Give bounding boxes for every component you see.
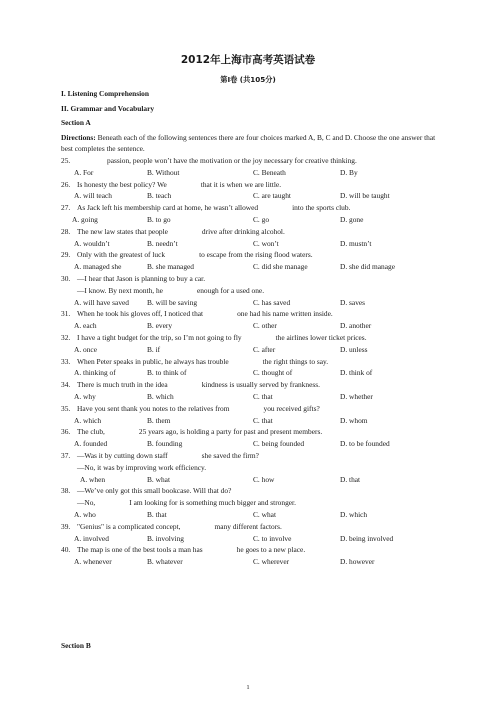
option-a[interactable]: A. once — [74, 344, 97, 354]
option-d[interactable]: D. think of — [340, 368, 373, 378]
question-number: 40. — [61, 545, 71, 555]
question-text: Have you sent thank you notes to the relatives from — [77, 403, 230, 413]
question-text: one had his name written inside. — [237, 309, 333, 319]
question-number: 26. — [61, 179, 71, 189]
option-a[interactable]: A. when — [80, 474, 106, 484]
answer-options — [0, 439, 496, 449]
option-b[interactable]: B. she managed — [147, 262, 194, 272]
option-a[interactable]: A. why — [74, 392, 96, 401]
question-text: the airlines lower ticket prices. — [275, 333, 367, 342]
answer-options — [0, 557, 496, 567]
question-text: Only with the greatest of luck — [77, 250, 166, 260]
section-a-heading: Section A — [61, 118, 91, 127]
question-text: she saved the firm? — [201, 451, 259, 460]
question-stem — [61, 250, 313, 260]
option-d[interactable]: D. another — [340, 321, 372, 331]
question-number: 29. — [61, 250, 71, 260]
part-2-heading: II. Grammar and Vocabulary — [61, 104, 155, 113]
option-b[interactable]: B. them — [147, 415, 171, 425]
option-a[interactable]: A. thinking of — [74, 368, 116, 378]
option-c[interactable]: C. did she manage — [253, 262, 308, 272]
question-text: —No, it was by improving work efficiency. — [77, 462, 207, 472]
option-d[interactable]: D. whether — [340, 392, 373, 401]
question-text: drive after drinking alcohol. — [201, 226, 285, 236]
question-stem — [61, 404, 320, 414]
question-text: The new law states that people — [77, 226, 168, 236]
option-a[interactable]: A. will teach — [74, 191, 112, 201]
question-text: When he took his gloves off, I noticed that — [77, 309, 204, 319]
question-number: 30. — [61, 274, 71, 283]
question-text: he goes to a new place. — [236, 545, 306, 555]
question-text: —We’ve only got this small bookcase. Will that do? — [77, 486, 232, 496]
option-d[interactable]: D. that — [340, 474, 361, 484]
question-number: 33. — [61, 356, 71, 366]
question-text: —No, — [77, 498, 96, 508]
answer-options — [0, 191, 496, 201]
question-number: 32. — [61, 333, 71, 342]
question-number: 38. — [61, 486, 71, 496]
option-c[interactable]: C. go — [253, 215, 270, 224]
option-a[interactable]: A. each — [74, 321, 97, 331]
question-stem — [61, 180, 281, 190]
question-stem — [61, 522, 282, 532]
question-stem — [61, 309, 333, 319]
option-b[interactable]: B. founding — [147, 439, 183, 449]
answer-options — [0, 168, 496, 178]
answer-options — [0, 215, 496, 225]
question-text: —I hear that Jason is planning to buy a car. — [77, 274, 206, 283]
option-d[interactable]: D. unless — [340, 344, 368, 354]
option-c[interactable]: C. being founded — [253, 439, 305, 449]
option-d[interactable]: D. being involved — [340, 533, 394, 543]
option-c[interactable]: C. Beneath — [253, 167, 286, 177]
question-text: kindness is usually served by frankness. — [201, 380, 320, 390]
question-number: 31. — [61, 309, 71, 319]
option-b[interactable]: B. teach — [147, 191, 172, 201]
directions-label: Directions: — [61, 133, 96, 142]
directions — [61, 132, 441, 154]
question-text: —I know. By next month, he — [77, 285, 163, 295]
option-c[interactable]: C. wherever — [253, 557, 290, 567]
option-c[interactable]: C. won’t — [253, 238, 279, 248]
answer-options — [0, 239, 496, 249]
option-c[interactable]: C. to involve — [253, 533, 292, 543]
part-1-heading: I. Listening Comprehension — [61, 89, 149, 98]
answer-options — [0, 510, 496, 520]
question-text: As Jack left his membership card at home, he wasn’t allowed — [77, 203, 259, 213]
question-stem — [61, 486, 231, 496]
directions-text: Beneath each of the following sentences there are four choices marked A, B, C and D. Choose the one answer that best completes the sentence. — [61, 133, 436, 153]
question-number: 25. — [61, 156, 71, 165]
answer-options — [0, 534, 496, 544]
page-title: 2012年上海市高考英语试卷 — [180, 54, 316, 66]
question-number: 34. — [61, 380, 71, 390]
option-b[interactable]: B. which — [147, 392, 174, 401]
question-text: enough for a used one. — [196, 285, 265, 295]
question-text: passion, people won’t have the motivation or the joy necessary for creative thinking. — [107, 156, 357, 165]
option-d[interactable]: D. whom — [340, 415, 368, 425]
question-dialogue-line — [77, 498, 296, 508]
question-number: 27. — [61, 203, 71, 213]
answer-options — [0, 321, 496, 331]
option-d[interactable]: D. mustn’t — [340, 238, 372, 248]
option-b[interactable]: B. to think of — [147, 368, 187, 378]
option-c[interactable]: C. what — [253, 510, 276, 519]
option-d[interactable]: D. saves — [340, 297, 366, 307]
option-a[interactable]: A. involved — [74, 533, 109, 543]
option-a[interactable]: A. founded — [74, 439, 108, 449]
page-number: 1 — [246, 684, 250, 691]
option-c[interactable]: C. has saved — [253, 297, 291, 307]
question-stem — [61, 333, 367, 343]
option-a[interactable]: A. going — [72, 215, 98, 224]
option-c[interactable]: C. that — [253, 392, 273, 401]
question-text: The club, — [77, 427, 105, 437]
question-text: you received gifts? — [263, 403, 320, 413]
question-stem — [61, 274, 205, 284]
option-b[interactable]: B. if — [147, 344, 161, 354]
question-text: Is honesty the best policy? We — [77, 179, 167, 189]
option-d[interactable]: D. By — [340, 167, 358, 177]
answer-options — [0, 475, 496, 485]
question-stem — [61, 357, 328, 367]
option-c[interactable]: C. other — [253, 321, 277, 331]
section-b-heading: Section B — [61, 641, 91, 650]
answer-options — [0, 262, 496, 272]
question-text: 25 years ago, is holding a party for past and present members. — [138, 427, 323, 437]
option-c[interactable]: C. how — [253, 474, 275, 484]
question-number: 36. — [61, 427, 71, 437]
question-number: 35. — [61, 403, 71, 413]
question-number: 39. — [61, 521, 71, 531]
answer-options — [0, 392, 496, 402]
option-b[interactable]: B. that — [147, 510, 167, 519]
question-text: When Peter speaks in public, he always has trouble — [77, 356, 229, 366]
option-b[interactable]: B. every — [147, 321, 173, 331]
option-a[interactable]: A. which — [74, 415, 102, 425]
question-stem — [61, 380, 320, 390]
question-stem — [61, 156, 357, 166]
option-b[interactable]: B. will be saving — [147, 297, 198, 307]
question-text: The map is one of the best tools a man has — [77, 545, 203, 555]
option-b[interactable]: B. needn’t — [147, 238, 178, 248]
question-stem — [61, 227, 285, 237]
question-dialogue-line — [77, 286, 264, 296]
question-text: I have a tight budget for the trip, so I’m not going to fly — [77, 333, 242, 342]
question-text: the right things to say. — [262, 356, 329, 366]
answer-options — [0, 368, 496, 378]
option-d[interactable]: D. she did manage — [340, 262, 396, 272]
question-dialogue-line — [77, 463, 206, 473]
option-b[interactable]: B. involving — [147, 533, 184, 543]
option-a[interactable]: A. managed she — [74, 262, 122, 272]
page-subtitle: 第I卷 (共105分) — [220, 75, 276, 84]
option-b[interactable]: B. Without — [147, 167, 180, 177]
option-c[interactable]: C. after — [253, 344, 276, 354]
option-a[interactable]: A. whenever — [74, 557, 112, 567]
question-text: I am looking for is something much bigger and stronger. — [129, 498, 296, 508]
option-a[interactable]: A. who — [74, 510, 96, 519]
question-stem — [61, 545, 305, 555]
question-text: There is much truth in the idea — [77, 380, 168, 390]
question-text: to escape from the rising flood waters. — [199, 250, 313, 260]
question-stem — [61, 203, 350, 213]
option-b[interactable]: B. whatever — [147, 557, 183, 567]
option-b[interactable]: B. to go — [147, 215, 171, 224]
option-c[interactable]: C. that — [253, 415, 273, 425]
answer-options — [0, 416, 496, 426]
question-text: that it is when we are little. — [200, 179, 282, 189]
option-d[interactable]: D. to be founded — [340, 439, 390, 449]
question-number: 37. — [61, 451, 71, 460]
option-b[interactable]: B. what — [147, 474, 170, 484]
question-text: —Was it by cutting down staff — [77, 451, 168, 460]
question-text: into the sports club. — [292, 203, 351, 213]
option-a[interactable]: A. will have saved — [74, 297, 130, 307]
answer-options — [0, 345, 496, 355]
answer-options — [0, 298, 496, 308]
option-d[interactable]: D. which — [340, 510, 368, 519]
question-stem — [61, 427, 322, 437]
option-d[interactable]: D. will be taught — [340, 191, 390, 201]
option-d[interactable]: D. however — [340, 557, 375, 567]
question-stem — [61, 451, 259, 461]
question-number: 28. — [61, 226, 71, 236]
option-c[interactable]: C. thought of — [253, 368, 293, 378]
question-text: "Genius" is a complicated concept, — [77, 521, 181, 531]
option-c[interactable]: C. are taught — [253, 191, 291, 201]
option-a[interactable]: A. wouldn’t — [74, 238, 110, 248]
question-text: many different factors. — [214, 521, 282, 531]
option-a[interactable]: A. For — [74, 167, 94, 177]
option-d[interactable]: D. gone — [340, 215, 364, 224]
